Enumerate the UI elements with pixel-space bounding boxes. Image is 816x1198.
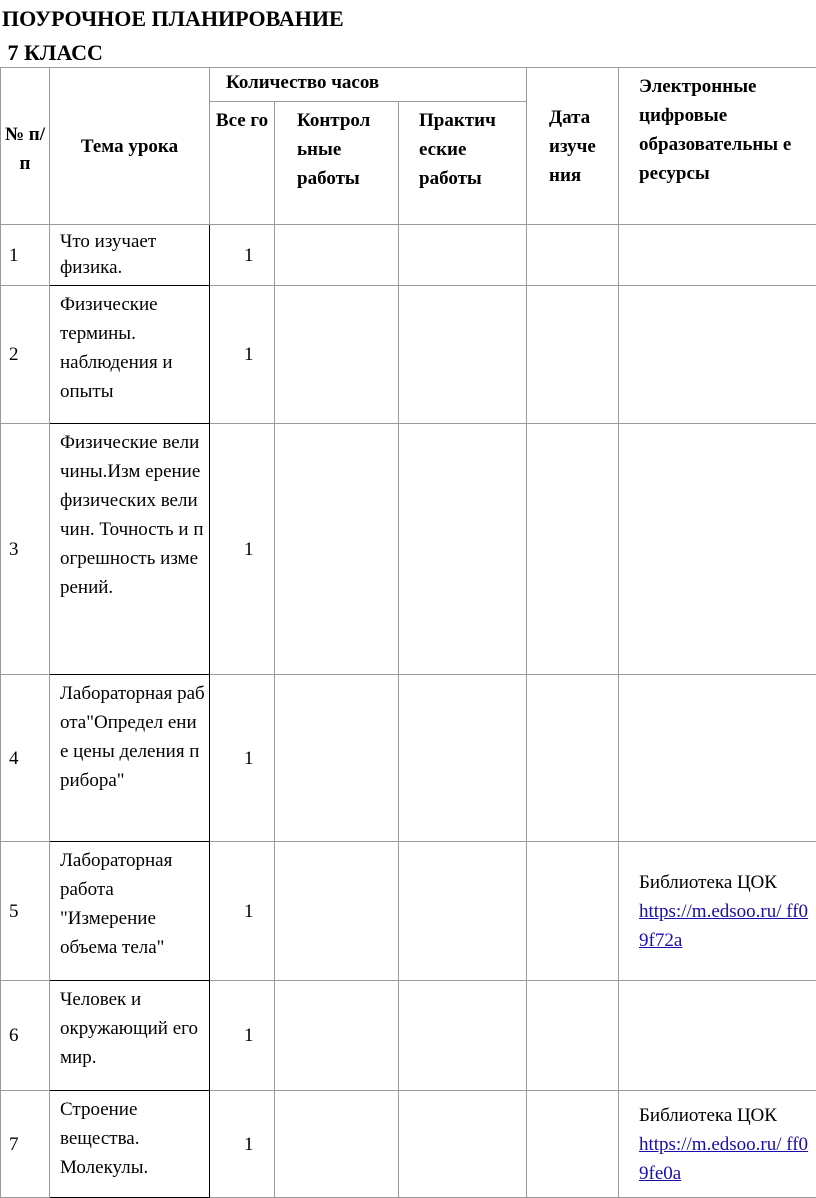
lesson-topic: Физические термины. наблюдения и опыты — [50, 286, 210, 424]
header-date: Дата изуче ния — [527, 68, 619, 225]
row-number: 5 — [1, 842, 50, 981]
control-cell — [275, 424, 399, 675]
resource-link[interactable]: https://m.edsoo.ru/ ff09fe0a — [639, 1130, 816, 1188]
header-num: № п/п — [1, 68, 50, 225]
resource-label: Библиотека ЦОК — [639, 1101, 816, 1130]
table-row — [1, 981, 816, 1091]
table-row — [1, 1091, 816, 1198]
resource-cell — [619, 225, 816, 286]
header-topic: Тема урока — [50, 68, 210, 225]
header-resources: Электронные цифровые образовательны е ресурсы — [619, 68, 816, 225]
practical-cell — [399, 675, 527, 842]
hours-total: 1 — [210, 286, 275, 424]
hours-total: 1 — [210, 424, 275, 675]
table-row — [1, 675, 816, 842]
lesson-topic: Физические величины.Изм ерение физических величин. Точность и погрешность измерений. — [50, 424, 210, 675]
hours-total: 1 — [210, 1091, 275, 1198]
lesson-topic: Лабораторная работа"Определ ение цены деления прибора" — [50, 675, 210, 842]
page-title: ПОУРОЧНОЕ ПЛАНИРОВАНИЕ 7 КЛАСС — [2, 2, 344, 70]
practical-cell — [399, 225, 527, 286]
resource-cell — [619, 424, 816, 675]
control-cell — [275, 842, 399, 981]
resource-cell — [619, 286, 816, 424]
table-row — [1, 286, 816, 424]
practical-cell — [399, 842, 527, 981]
table-row — [1, 225, 816, 286]
practical-cell — [399, 1091, 527, 1198]
date-cell — [527, 286, 619, 424]
lesson-topic: Строение вещества. Молекулы. — [50, 1091, 210, 1198]
control-cell — [275, 675, 399, 842]
header-hours: Количество часов — [210, 68, 527, 102]
table-row — [1, 424, 816, 675]
hours-total: 1 — [210, 675, 275, 842]
control-cell — [275, 225, 399, 286]
resource-label: Библиотека ЦОК — [639, 868, 816, 897]
header-total: Все го — [210, 102, 275, 225]
resource-link[interactable]: https://m.edsoo.ru/ ff09f72a — [639, 897, 816, 955]
hours-total: 1 — [210, 981, 275, 1091]
row-number: 6 — [1, 981, 50, 1091]
date-cell — [527, 675, 619, 842]
header-control: Контрол ьные работы — [275, 102, 399, 225]
lesson-topic: Человек и окружающий его мир. — [50, 981, 210, 1091]
row-number: 1 — [1, 225, 50, 286]
lesson-topic: Лабораторная работа "Измерение объема тела" — [50, 842, 210, 981]
table-row — [1, 842, 816, 981]
hours-total: 1 — [210, 842, 275, 981]
control-cell — [275, 981, 399, 1091]
resource-cell — [619, 842, 816, 981]
resource-cell — [619, 1091, 816, 1198]
date-cell — [527, 842, 619, 981]
header-practical: Практич еские работы — [399, 102, 527, 225]
row-number: 7 — [1, 1091, 50, 1198]
practical-cell — [399, 286, 527, 424]
date-cell — [527, 424, 619, 675]
date-cell — [527, 1091, 619, 1198]
row-number: 3 — [1, 424, 50, 675]
resource-cell — [619, 675, 816, 842]
row-number: 4 — [1, 675, 50, 842]
hours-total: 1 — [210, 225, 275, 286]
lesson-topic: Что изучает физика. — [50, 225, 210, 286]
control-cell — [275, 286, 399, 424]
practical-cell — [399, 424, 527, 675]
date-cell — [527, 981, 619, 1091]
row-number: 2 — [1, 286, 50, 424]
date-cell — [527, 225, 619, 286]
control-cell — [275, 1091, 399, 1198]
lesson-plan-table — [0, 67, 816, 1198]
resource-cell — [619, 981, 816, 1091]
practical-cell — [399, 981, 527, 1091]
